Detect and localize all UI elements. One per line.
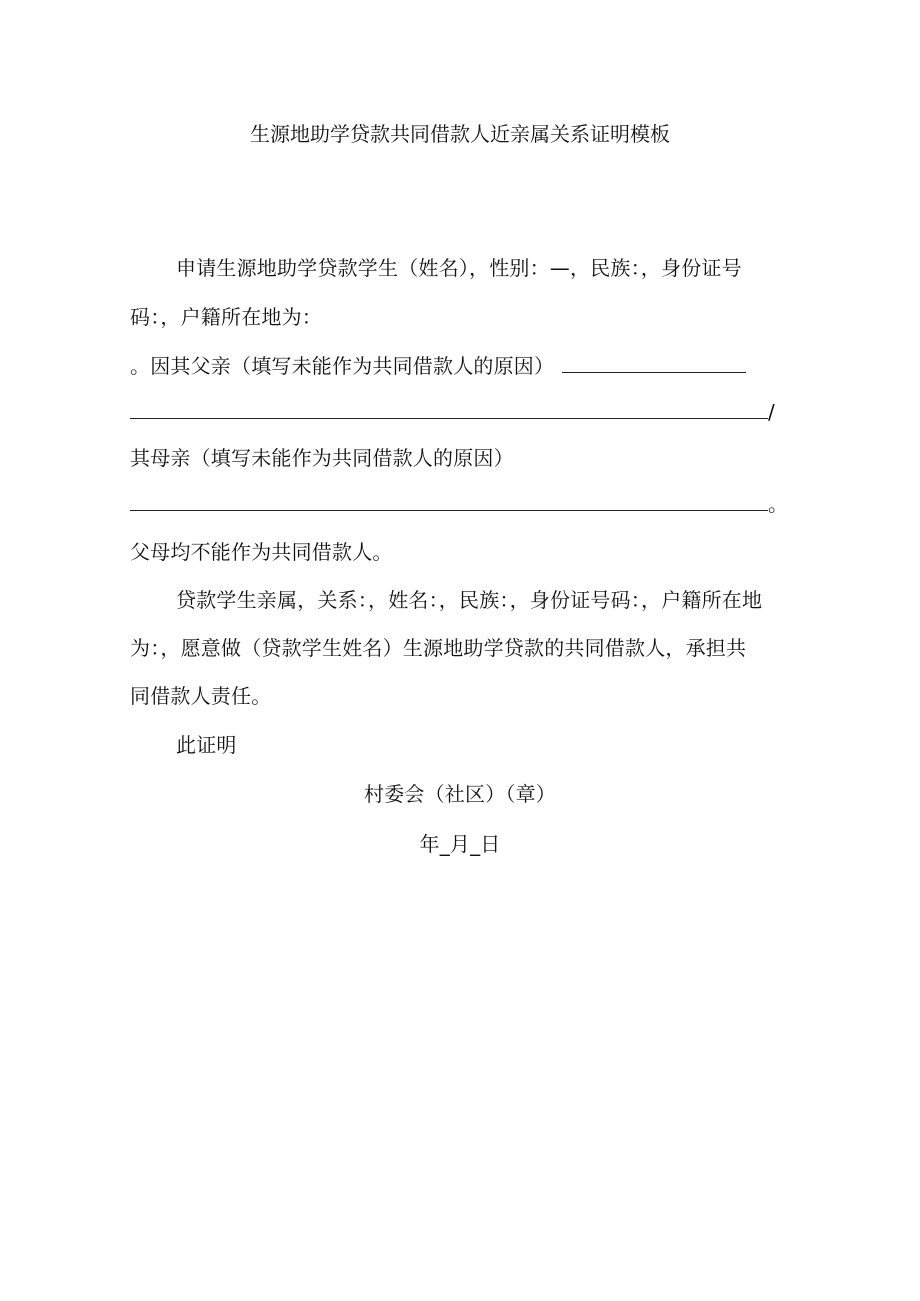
village-committee-seal: 村委会（社区）（章） bbox=[364, 782, 556, 806]
father-reason-line bbox=[130, 354, 746, 378]
mother-reason-blank bbox=[130, 493, 768, 511]
father-reason-blank bbox=[562, 355, 746, 373]
certify-text: 此证明 bbox=[176, 733, 237, 757]
father-reason-end: / bbox=[768, 400, 775, 424]
applicant-line-2: 码：，户籍所在地为： bbox=[130, 305, 322, 329]
mother-reason-continuation bbox=[130, 492, 788, 516]
date-line: 年_月_日 bbox=[419, 832, 501, 856]
mother-reason-label: 其母亲（填写未能作为共同借款人的原因） bbox=[130, 446, 514, 470]
father-reason-blank-2 bbox=[130, 401, 768, 419]
mother-reason-end: 。 bbox=[768, 492, 789, 516]
relative-line-3: 同借款人责任。 bbox=[130, 684, 272, 708]
father-reason-continuation bbox=[130, 400, 775, 424]
relative-line-2: 为：，愿意做（贷款学生姓名）生源地助学贷款的共同借款人，承担共 bbox=[130, 636, 747, 660]
father-reason-label: 。因其父亲（填写未能作为共同借款人的原因） bbox=[130, 354, 555, 378]
relative-line-1: 贷款学生亲属，关系：，姓名：，民族：，身份证号码：，户籍所在地 bbox=[176, 588, 763, 612]
document-title: 生源地助学贷款共同借款人近亲属关系证明模板 bbox=[250, 122, 670, 146]
both-parents-statement: 父母均不能作为共同借款人。 bbox=[130, 540, 393, 564]
applicant-line-1: 申请生源地助学贷款学生（姓名），性别：—，民族：，身份证号 bbox=[176, 256, 742, 280]
